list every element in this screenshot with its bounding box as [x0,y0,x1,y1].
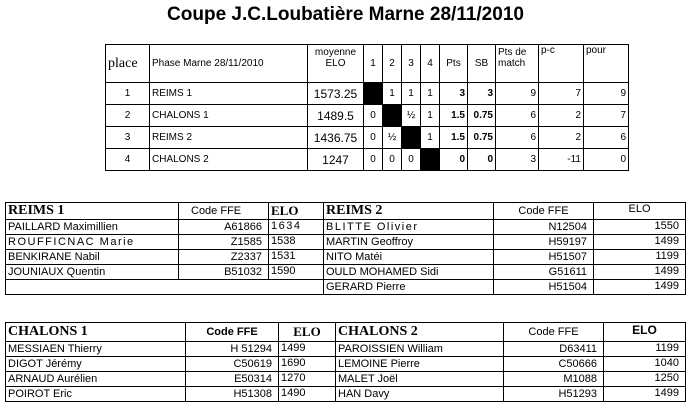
code-header: Code FFE [186,323,279,342]
player-row [336,387,686,402]
round-cell: 0 [364,127,383,149]
player-row [6,372,336,387]
place-cell: 3 [106,127,150,149]
code-header: Code FFE [504,323,604,342]
player-name: POIROT Eric [6,387,186,402]
player-code: G51611 [494,265,594,280]
team-cell: REIMS 1 [150,83,308,105]
player-code: H51504 [494,280,594,295]
player-code: H51507 [494,250,594,265]
player-name: PAROISSIEN William [336,342,504,357]
pour-cell: 9 [584,83,629,105]
round-cell: 1 [402,83,421,105]
pc-cell: 2 [539,127,584,149]
standings-row [106,149,629,171]
player-elo: 1531 [269,250,324,265]
player-name: HAN Davy [336,387,504,402]
page-title: Coupe J.C.Loubatière Marne 28/11/2010 [167,4,524,25]
team-name: REIMS 1 [6,203,179,220]
self-cell [383,105,402,127]
team-header-row [6,203,324,220]
pc-cell: 7 [539,83,584,105]
player-row [6,220,324,235]
player-name: JOUNIAUX Quentin [6,265,179,280]
pts-cell: 3 [440,83,468,105]
player-elo: 1590 [269,265,324,280]
player-elo: 1499 [594,235,686,250]
player-name: GERARD Pierre [324,280,494,295]
player-row [324,220,686,235]
round-cell: 0 [402,149,421,171]
place-cell: 1 [106,83,150,105]
round-cell: 1 [421,105,440,127]
header-round-3: 3 [402,45,421,83]
standings-row [106,105,629,127]
header-round-1: 1 [364,45,383,83]
standings-table [105,44,629,171]
pour-cell: 0 [584,149,629,171]
round-cell: ½ [402,105,421,127]
player-elo: 1490 [279,387,336,402]
elo-cell: 1489.5 [308,105,364,127]
pc-cell: 2 [539,105,584,127]
header-pc: p-c [539,45,584,83]
player-row [6,342,336,357]
player-code: Z1585 [179,235,269,250]
header-phase: Phase Marne 28/11/2010 [150,45,308,83]
round-cell: 0 [364,149,383,171]
player-elo: 1499 [594,280,686,295]
round-cell: 0 [364,105,383,127]
elo-cell: 1573.25 [308,83,364,105]
player-code: Z2337 [179,250,269,265]
elo-header: ELO [604,323,686,342]
place-cell: 2 [106,105,150,127]
player-elo: 1499 [594,265,686,280]
elo-header: ELO [279,323,336,342]
empty-cell [6,280,324,295]
team-cell: CHALONS 2 [150,149,308,171]
header-pour: pour [584,45,629,83]
team-table-chalons-1 [5,322,336,402]
player-row [6,387,336,402]
match-cell: 9 [496,83,539,105]
player-name: MESSIAEN Thierry [6,342,186,357]
player-elo: 1270 [279,372,336,387]
elo-cell: 1247 [308,149,364,171]
sb-cell: 0.75 [468,127,496,149]
self-cell [421,149,440,171]
team-header-row [6,323,336,342]
player-elo: 1550 [594,220,686,235]
round-cell: ½ [383,127,402,149]
header-elo: moyenne ELO [308,45,364,83]
standings-header-row [106,45,629,83]
elo-header: ELO [594,203,686,220]
player-name: BENKIRANE Nabil [6,250,179,265]
round-cell: 1 [383,83,402,105]
team-name: CHALONS 2 [336,323,504,342]
player-elo: 1499 [279,342,336,357]
header-place: place [106,45,150,83]
player-name: NITO Matéi [324,250,494,265]
player-row [336,342,686,357]
match-cell: 3 [496,149,539,171]
player-code: H 51294 [186,342,279,357]
elo-cell: 1436.75 [308,127,364,149]
self-cell [364,83,383,105]
self-cell [402,127,421,149]
standings-row [106,127,629,149]
player-code: A61866 [179,220,269,235]
header-pts: Pts [440,45,468,83]
player-elo: 1250 [604,372,686,387]
player-row [324,250,686,265]
player-name: OULD MOHAMED Sidi [324,265,494,280]
player-row [336,357,686,372]
pts-cell: 0 [440,149,468,171]
player-row [6,357,336,372]
header-round-4: 4 [421,45,440,83]
match-cell: 6 [496,105,539,127]
player-name: ARNAUD Aurélien [6,372,186,387]
player-code: H59197 [494,235,594,250]
header-sb: SB [468,45,496,83]
player-elo: 1040 [604,357,686,372]
team-name: CHALONS 1 [6,323,186,342]
player-row [324,280,686,295]
pour-cell: 6 [584,127,629,149]
player-code: C50619 [186,357,279,372]
round-cell: 0 [383,149,402,171]
header-match-points: Pts de match [496,45,539,83]
code-header: Code FFE [179,203,269,220]
player-name: ROUFFICNAC Marie [6,235,179,250]
elo-header: ELO [269,203,324,220]
team-table-chalons-2 [335,322,686,402]
player-code: D63411 [504,342,604,357]
player-row [6,235,324,250]
player-code: H51293 [504,387,604,402]
player-code: E50314 [186,372,279,387]
empty-row [6,280,324,295]
team-name: REIMS 2 [324,203,494,220]
sb-cell: 0 [468,149,496,171]
team-cell: CHALONS 1 [150,105,308,127]
player-name: DIGOT Jérémy [6,357,186,372]
pts-cell: 1.5 [440,127,468,149]
player-elo: 1690 [279,357,336,372]
player-row [324,235,686,250]
team-table-reims-2 [323,202,686,295]
player-row [324,265,686,280]
pc-cell: -11 [539,149,584,171]
player-code: M1088 [504,372,604,387]
header-round-2: 2 [383,45,402,83]
player-elo: 1538 [269,235,324,250]
player-elo: 1199 [594,250,686,265]
team-header-row [336,323,686,342]
player-name: BLITTE Olivier [324,220,494,235]
pts-cell: 1.5 [440,105,468,127]
player-row [6,250,324,265]
player-name: MARTIN Geoffroy [324,235,494,250]
player-name: MALET Joël [336,372,504,387]
sb-cell: 0.75 [468,105,496,127]
player-elo: 1499 [604,387,686,402]
player-code: N12504 [494,220,594,235]
player-elo: 1199 [604,342,686,357]
sb-cell: 3 [468,83,496,105]
player-row [336,372,686,387]
round-cell: 1 [421,127,440,149]
player-row [6,265,324,280]
player-code: B51032 [179,265,269,280]
place-cell: 4 [106,149,150,171]
code-header: Code FFE [494,203,594,220]
round-cell: 1 [421,83,440,105]
player-code: H51308 [186,387,279,402]
match-cell: 6 [496,127,539,149]
player-elo: 1634 [269,220,324,235]
team-table-reims-1 [5,202,324,295]
standings-row [106,83,629,105]
team-header-row [324,203,686,220]
team-cell: REIMS 2 [150,127,308,149]
pour-cell: 7 [584,105,629,127]
player-code: C50666 [504,357,604,372]
player-name: PAILLARD Maximillien [6,220,179,235]
player-name: LEMOINE Pierre [336,357,504,372]
